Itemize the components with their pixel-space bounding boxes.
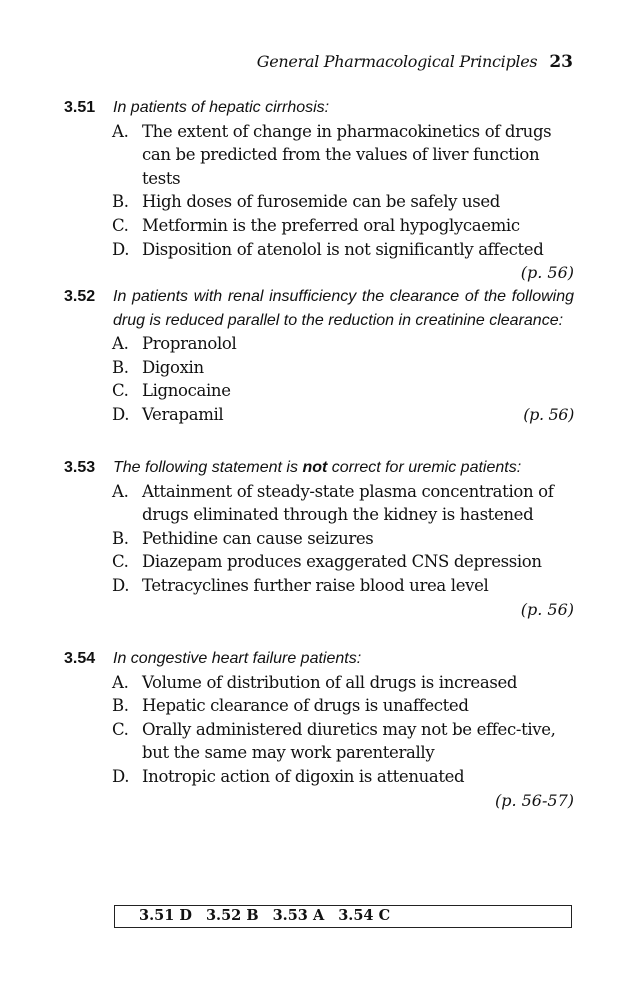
options-list	[112, 120, 574, 285]
option-letter: A.	[112, 672, 129, 692]
option-text: Tetracyclines further raise blood urea level	[142, 575, 489, 595]
page-reference: (p. 56)	[520, 263, 574, 283]
option-b	[112, 527, 574, 551]
option-letter: D.	[112, 575, 130, 595]
option-text: Lignocaine	[142, 381, 231, 401]
option-a	[112, 671, 574, 695]
option-letter: C.	[112, 215, 129, 235]
option-letter: B.	[112, 528, 129, 548]
options-list	[112, 671, 574, 813]
option-text: Propranolol	[142, 334, 237, 354]
question-3-54	[64, 647, 574, 812]
option-text: Disposition of atenolol is not significantly affected	[142, 239, 544, 259]
option-d	[112, 574, 574, 598]
question-stem: In patients with renal insufficiency the clearance of the following drug is reduced parallel to the reduction in creatinine clearance:	[113, 288, 574, 329]
page-reference: (p. 56)	[520, 599, 574, 619]
option-letter: C.	[112, 381, 129, 401]
question-3-53	[64, 456, 574, 621]
question-stem: In congestive heart failure patients:	[113, 650, 362, 667]
option-letter: B.	[112, 357, 129, 377]
question-3-51	[64, 96, 574, 285]
option-letter: B.	[112, 192, 129, 212]
option-text: Pethidine can cause seizures	[142, 528, 374, 548]
option-text: Digoxin	[142, 357, 204, 377]
option-a	[112, 332, 574, 356]
answer-key-item: 3.52 B	[205, 907, 259, 924]
option-c	[112, 550, 574, 574]
option-letter: A.	[112, 121, 129, 141]
option-letter: C.	[112, 719, 129, 739]
option-letter: A.	[112, 334, 129, 354]
option-text: Attainment of steady-state plasma concentration of drugs eliminated through the kidney is hastened	[142, 481, 554, 525]
option-text: The extent of change in pharmacokinetics of drugs can be predicted from the values of liver function tests	[142, 121, 552, 188]
option-b	[112, 694, 574, 718]
stem-emphasis: not	[302, 459, 328, 476]
option-text: Orally administered diuretics may not be effec-tive, but the same may work parenterally	[142, 719, 556, 763]
answer-key-box	[114, 905, 572, 928]
page-reference: (p. 56-57)	[494, 790, 574, 810]
question-3-52	[64, 285, 574, 427]
question-stem	[113, 456, 574, 480]
answer-key-item: 3.51 D	[139, 907, 192, 924]
option-letter: D.	[112, 239, 130, 259]
page-reference: (p. 56)	[523, 404, 574, 424]
option-d	[112, 765, 574, 789]
question-number: 3.54	[64, 650, 96, 667]
option-a	[112, 480, 574, 527]
option-letter: D.	[112, 766, 130, 786]
option-b	[112, 190, 574, 214]
option-text: Hepatic clearance of drugs is unaffected	[142, 696, 469, 716]
option-c	[112, 214, 574, 238]
option-c	[112, 718, 574, 765]
option-letter: A.	[112, 481, 129, 501]
stem-text-before: The following statement is	[113, 459, 298, 476]
answer-key-item: 3.53 A	[272, 907, 325, 924]
running-title: General Pharmacological Principles	[256, 52, 538, 71]
option-text: High doses of furosemide can be safely used	[142, 192, 501, 212]
option-c	[112, 379, 574, 403]
option-letter: C.	[112, 552, 129, 572]
option-letter: D.	[112, 404, 130, 424]
option-d	[112, 238, 574, 262]
option-text: Inotropic action of digoxin is attenuated	[142, 766, 465, 786]
question-number: 3.52	[64, 288, 96, 305]
page-number: 23	[549, 52, 573, 72]
options-list	[112, 332, 574, 426]
option-text: Volume of distribution of all drugs is increased	[142, 672, 518, 692]
option-letter: B.	[112, 696, 129, 716]
option-text: Diazepam produces exaggerated CNS depression	[142, 552, 542, 572]
option-text: Metformin is the preferred oral hypoglycaemic	[142, 215, 520, 235]
option-a	[112, 120, 574, 191]
answer-key-item: 3.54 C	[338, 907, 391, 924]
option-b	[112, 356, 574, 380]
stem-text-after: correct for uremic patients:	[331, 459, 522, 476]
question-number: 3.51	[64, 99, 96, 116]
option-text: Verapamil	[142, 404, 224, 424]
option-d	[112, 403, 574, 427]
question-stem: In patients of hepatic cirrhosis:	[113, 99, 330, 116]
question-number: 3.53	[64, 459, 96, 476]
page-header	[0, 52, 573, 72]
options-list	[112, 480, 574, 622]
